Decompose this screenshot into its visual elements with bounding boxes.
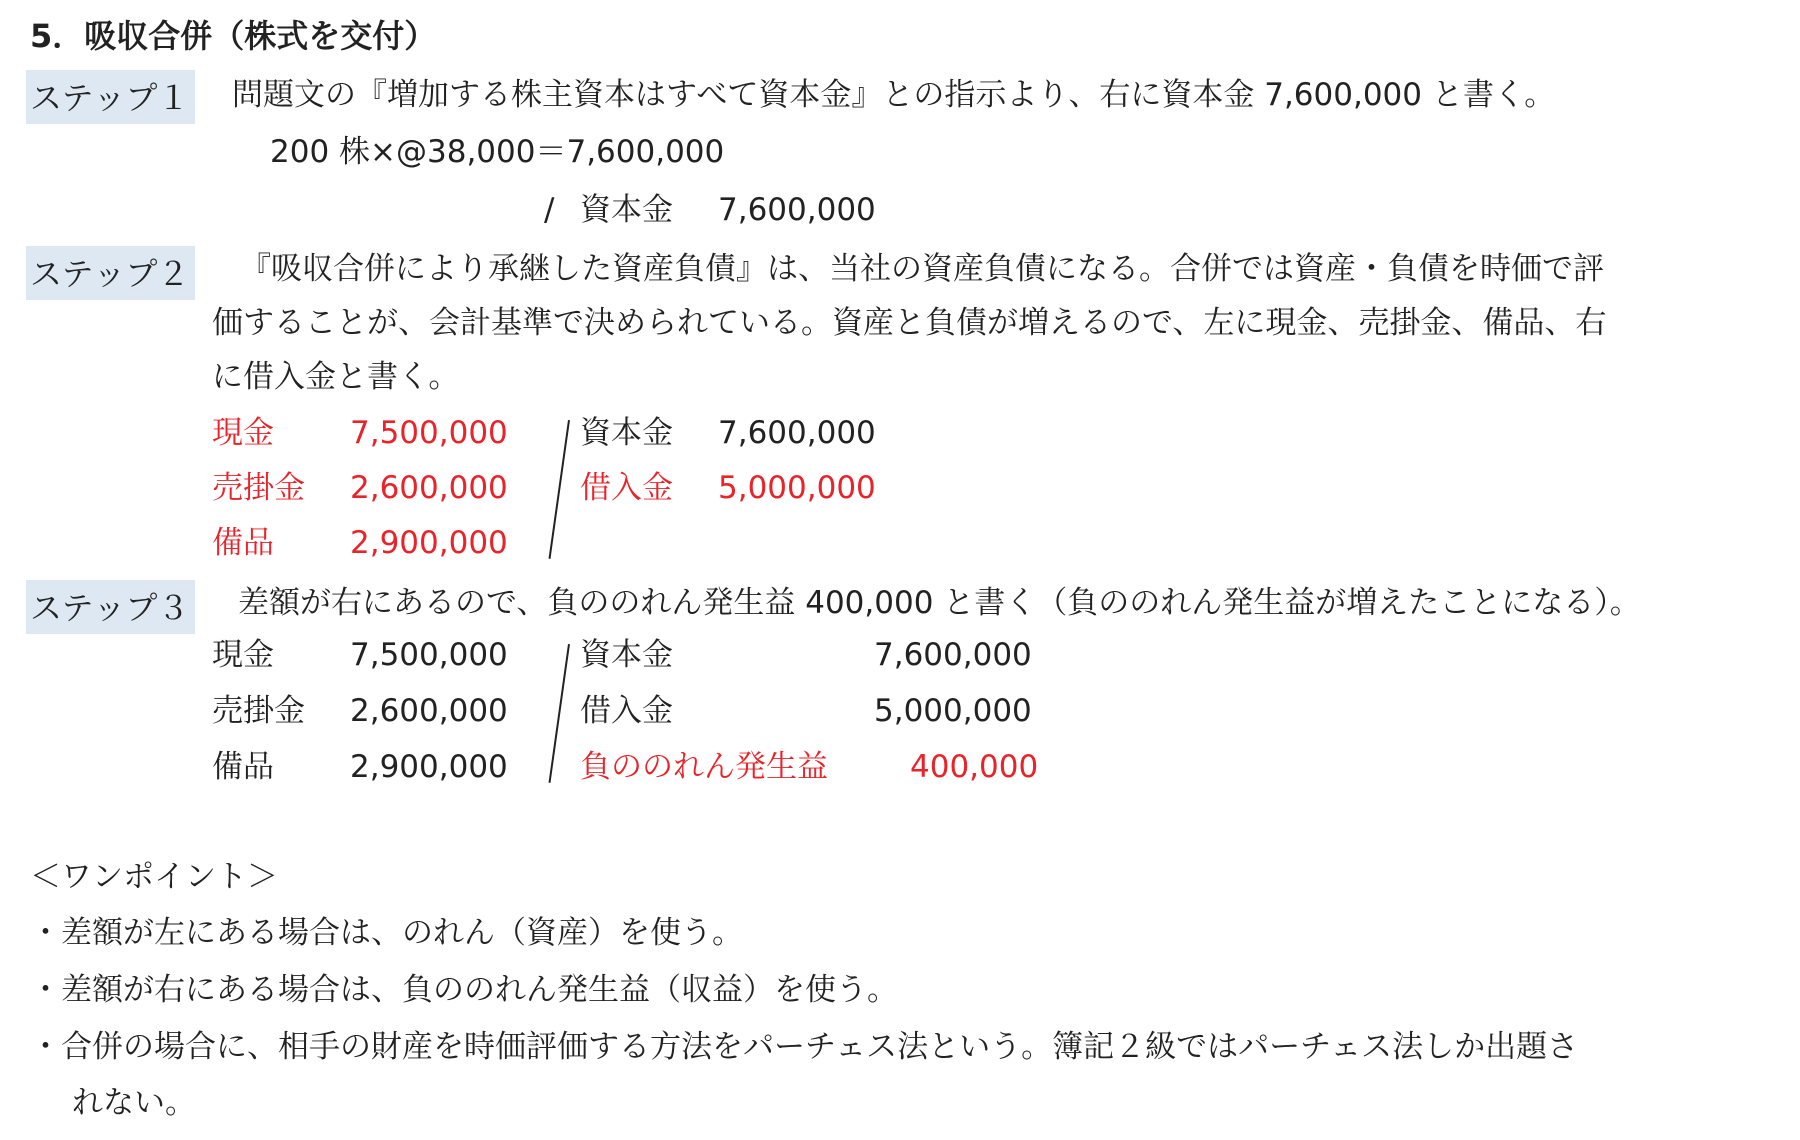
step3-credit-account-3: 負ののれん発生益 (580, 749, 828, 785)
step3-credit-amount-2: 5,000,000 (874, 693, 1032, 729)
onepoint-bullet-3-line2: れない。 (72, 1085, 196, 1121)
step2-text-line3: に借入金と書く。 (212, 359, 460, 395)
step3-credit-account-1: 資本金 (580, 637, 673, 673)
step3-credit-amount-1: 7,600,000 (874, 637, 1032, 673)
step3-debit-amount-3: 2,900,000 (350, 749, 508, 785)
onepoint-bullet-2: ・差額が右にある場合は、負ののれん発生益（収益）を使う。 (30, 972, 898, 1008)
step1-entry-account: 資本金 (580, 192, 673, 228)
step2-debit-amount-3: 2,900,000 (350, 525, 508, 561)
step2-divider-slash (549, 420, 570, 559)
step3-debit-account-3: 備品 (212, 749, 274, 785)
step2-debit-amount-1: 7,500,000 (350, 415, 508, 451)
onepoint-bullet-1: ・差額が左にある場合は、のれん（資産）を使う。 (30, 915, 743, 951)
onepoint-heading: ＜ワンポイント＞ (30, 859, 278, 895)
step2-text-line1: 『吸収合併により承継した資産負債』は、当社の資産負債になる。合併では資産・負債を時価で評 (240, 251, 1604, 287)
step1-calculation: 200 株×@38,000＝7,600,000 (270, 134, 725, 170)
step3-credit-account-2: 借入金 (580, 693, 673, 729)
step2-debit-account-2: 売掛金 (212, 470, 305, 506)
step2-text-line2: 価することが、会計基準で決められている。資産と負債が増えるので、左に現金、売掛金、備品、右 (212, 305, 1607, 341)
step3-debit-amount-1: 7,500,000 (350, 637, 508, 673)
step2-debit-amount-2: 2,600,000 (350, 470, 508, 506)
step3-divider-slash (549, 644, 570, 783)
step3-label: ステップ３ (26, 580, 195, 634)
step3-debit-account-1: 現金 (212, 637, 274, 673)
step1-entry-amount: 7,600,000 (718, 192, 876, 228)
step3-text: 差額が右にあるので、負ののれん発生益 400,000 と書く（負ののれん発生益が増えたことになる）。 (238, 585, 1641, 621)
step2-credit-amount-2: 5,000,000 (718, 470, 876, 506)
section-title: 5．吸収合併（株式を交付） (30, 17, 437, 55)
step2-credit-account-1: 資本金 (580, 415, 673, 451)
step2-credit-amount-1: 7,600,000 (718, 415, 876, 451)
step2-debit-account-1: 現金 (212, 415, 274, 451)
onepoint-bullet-3-line1: ・合併の場合に、相手の財産を時価評価する方法をパーチェス法という。簿記２級ではパーチェス法しか出題さ (30, 1029, 1579, 1065)
step2-debit-account-3: 備品 (212, 525, 274, 561)
step3-credit-amount-3: 400,000 (910, 749, 1039, 785)
step1-label: ステップ１ (26, 70, 195, 124)
step3-debit-amount-2: 2,600,000 (350, 693, 508, 729)
step3-debit-account-2: 売掛金 (212, 693, 305, 729)
step2-credit-account-2: 借入金 (580, 470, 673, 506)
step2-label: ステップ２ (26, 246, 195, 300)
step1-entry-slash: / (544, 192, 555, 228)
step1-text: 問題文の『増加する株主資本はすべて資本金』との指示より、右に資本金 7,600,000 と書く。 (232, 77, 1556, 113)
